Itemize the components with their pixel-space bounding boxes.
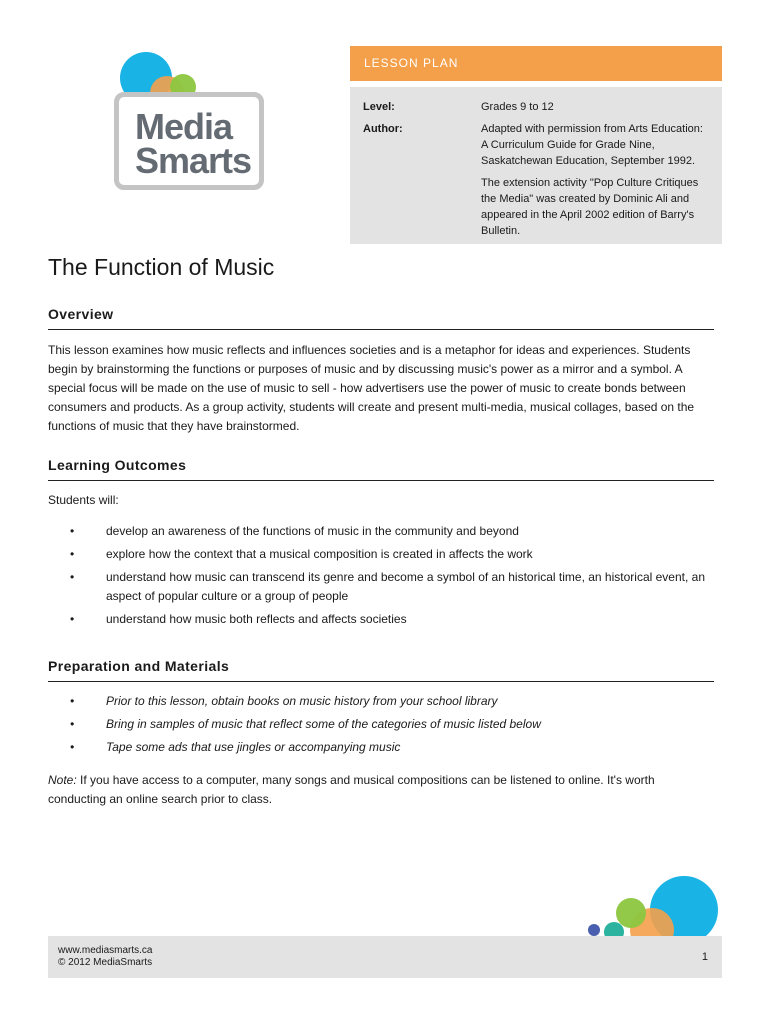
footer-purple-dot [588,924,600,936]
list-item: • Bring in samples of music that reflect some of the categories of music listed below [48,715,714,734]
logo-word-smarts: Smarts [135,140,252,181]
preparation-heading: Preparation and Materials [48,658,714,682]
list-item: • explore how the context that a musical composition is created in affects the work [48,545,714,564]
author-row [363,121,710,245]
level-row [363,99,710,115]
lesson-plan-header: LESSON PLAN [350,46,722,81]
bullet-icon: • [70,612,75,626]
bullet-icon: • [70,694,75,708]
author-label: Author: [363,123,403,135]
bullet-icon: • [70,547,75,561]
list-item: • Tape some ads that use jingles or accompanying music [48,738,714,757]
outcomes-intro: Students will: [48,493,119,507]
bullet-icon: • [70,717,75,731]
bullet-icon: • [70,524,75,538]
lesson-plan-info [350,87,722,244]
overview-section [48,306,714,436]
mediasmarts-logo [112,50,272,196]
list-item: • understand how music both reflects and affects societies [48,610,714,629]
page-title: The Function of Music [48,254,275,280]
note-paragraph [48,771,714,809]
outcomes-list [48,522,714,629]
logo-frame [114,92,264,190]
overview-heading: Overview [48,306,714,330]
note-label: Note: [48,773,77,787]
bullet-icon: • [70,740,75,754]
list-item: • Prior to this lesson, obtain books on music history from your school library [48,692,714,711]
list-item: • understand how music can transcend its genre and become a symbol of an historical time, an historical event, an aspect of popular culture or a group of people [70,570,705,603]
preparation-section [48,658,714,809]
materials-list [48,692,714,757]
footer-url[interactable]: www.mediasmarts.ca [58,945,153,956]
level-label: Level: [363,101,395,113]
extension-credit: The extension activity "Pop Culture Critiques the Media" was created by Dominic Ali and appeared in the April 2002 edition of Barry's Bulletin. [481,177,699,237]
footer-decoration [580,874,722,936]
page-footer [48,936,722,978]
footer-teal-circle [604,922,624,936]
bullet-icon: • [70,570,75,584]
author-value [481,121,710,245]
list-item: • develop an awareness of the functions of music in the community and beyond [48,522,714,541]
overview-text: This lesson examines how music reflects and influences societies and is a metaphor for ideas and experiences. Students begin by brainstorming the functions or purposes of music and by discussing music's power as a mirror and a symbol. A special focus will be made on the use of music to sell - how advertisers use the power of music to create bonds between consumers and products. As a group activity, students will create and present multi-media, musical collages, based on the functions of music that they have brainstormed. [48,343,695,433]
note-text: If you have access to a computer, many songs and musical compositions can be listened to online. It's worth conducting an online search prior to class. [48,773,655,806]
level-value: Grades 9 to 12 [481,101,554,113]
page-number: 1 [701,951,708,963]
author-credit: Adapted with permission from Arts Education: A Curriculum Guide for Grade Nine, Saskatchewan Education, September 1992. [481,123,703,167]
learning-outcomes-heading: Learning Outcomes [48,457,714,481]
logo-word-media: Media [135,106,233,147]
learning-outcomes-section [48,457,714,629]
footer-copyright: © 2012 MediaSmarts [58,957,153,968]
